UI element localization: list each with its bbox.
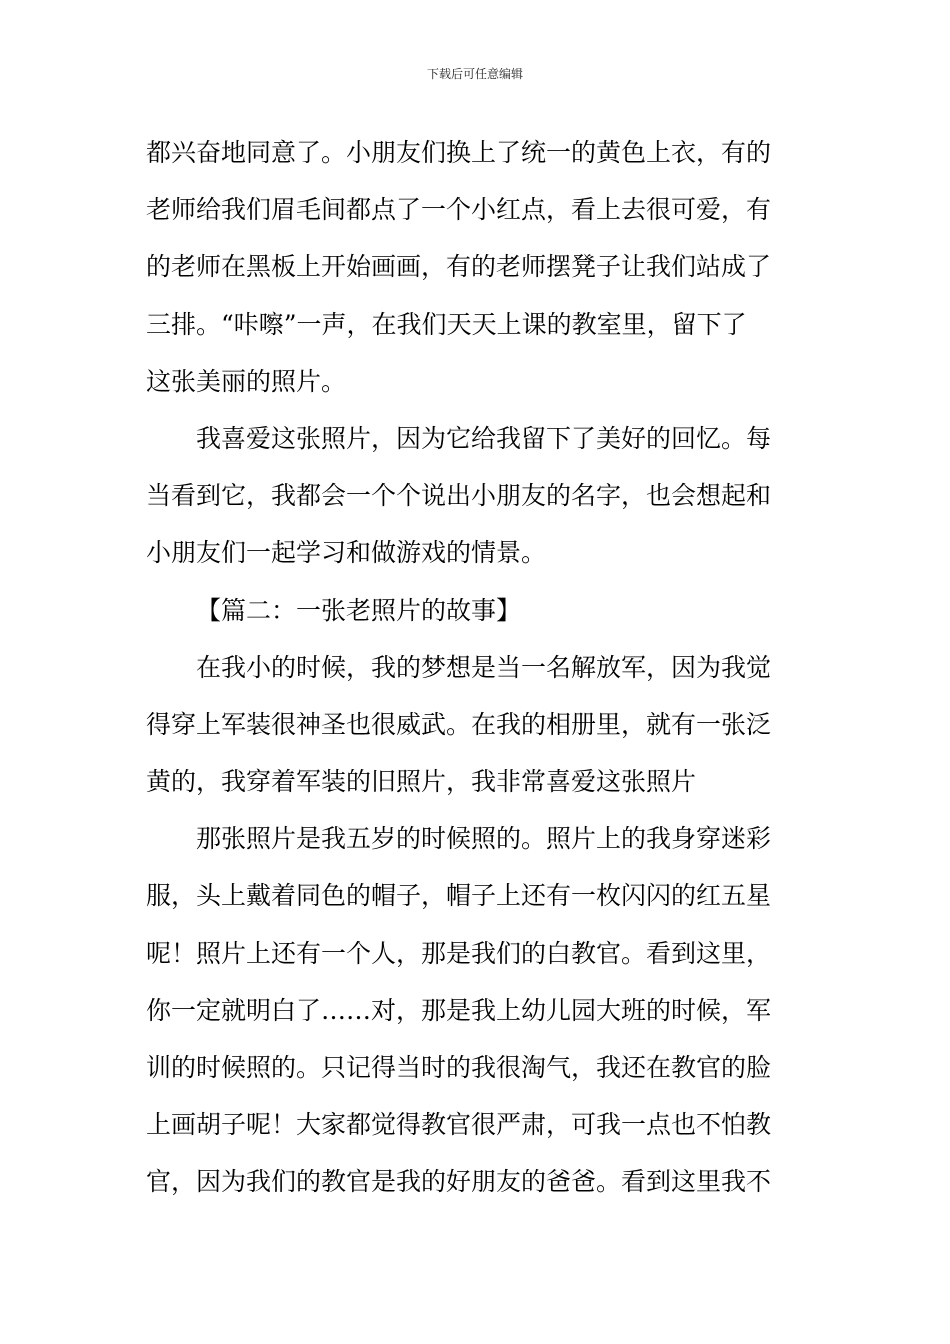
page-header: 下载后可任意编辑 xyxy=(426,67,523,81)
text-line: 训的时候照的。只记得当时的我很淘气，我还在教官的脸 xyxy=(146,1053,772,1082)
paragraph-start-line: 那张照片是我五岁的时候照的。照片上的我身穿迷彩 xyxy=(196,824,772,854)
section-heading: 【篇二：一张老照片的故事】 xyxy=(196,595,522,625)
paragraph-start-line: 在我小的时候，我的梦想是当一名解放军，因为我觉 xyxy=(196,652,772,682)
text-line: 黄的，我穿着军装的旧照片，我非常喜爱这张照片 xyxy=(146,767,697,797)
text-line: 呢！照片上还有一个人，那是我们的白教官。看到这里， xyxy=(146,938,772,968)
text-line: 都兴奋地同意了。小朋友们换上了统一的黄色上衣，有的 xyxy=(146,138,772,167)
text-line: 这张美丽的照片。 xyxy=(146,366,347,396)
text-line: 官，因为我们的教官是我的好朋友的爸爸。看到这里我不 xyxy=(146,1167,772,1197)
text-line: 三排。“咔嚓”一声，在我们天天上课的教室里，留下了 xyxy=(146,309,747,339)
paragraph-start-line: 我喜爱这张照片，因为它给我留下了美好的回忆。每 xyxy=(196,423,772,453)
document-body xyxy=(146,124,810,1211)
text-line: 你一定就明白了……对，那是我上幼儿园大班的时候，军 xyxy=(146,995,772,1025)
text-line: 老师给我们眉毛间都点了一个小红点，看上去很可爱，有 xyxy=(146,195,772,225)
text-line: 服，头上戴着同色的帽子，帽子上还有一枚闪闪的红五星 xyxy=(146,881,772,911)
text-line: 当看到它，我都会一个个说出小朋友的名字，也会想起和 xyxy=(146,481,772,511)
text-line: 上画胡子呢！大家都觉得教官很严肃，可我一点也不怕教 xyxy=(146,1110,772,1140)
text-line: 小朋友们一起学习和做游戏的情景。 xyxy=(146,538,547,568)
text-line: 的老师在黑板上开始画画，有的老师摆凳子让我们站成了 xyxy=(146,252,772,282)
text-line: 得穿上军装很神圣也很威武。在我的相册里，就有一张泛 xyxy=(146,709,772,739)
